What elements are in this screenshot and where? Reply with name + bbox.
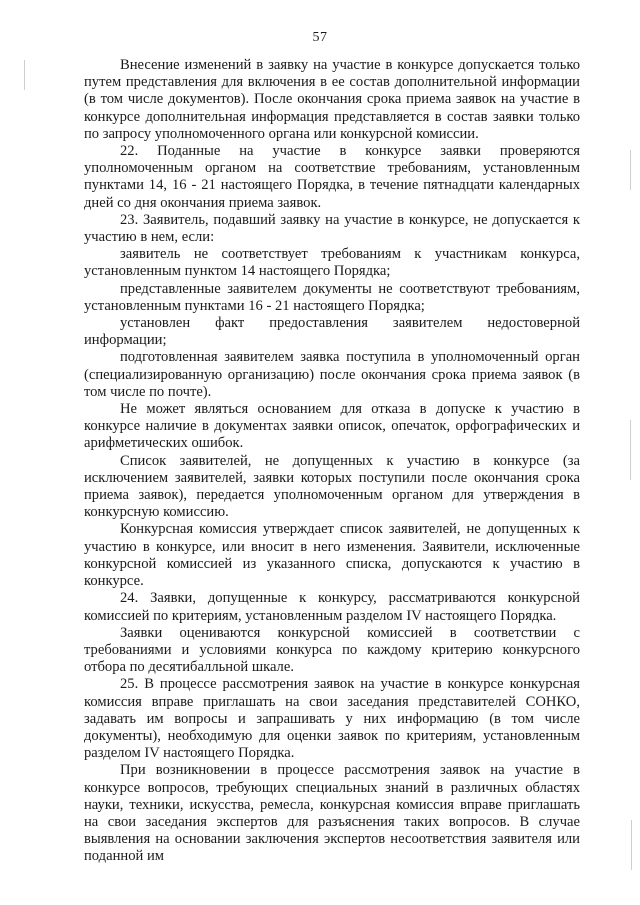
paragraph-rejected-list: Список заявителей, не допущенных к участию в конкурсе (за исключением заявителей, заявки которых поступили после окончания срока приема заявок), передается уполномоченным органом для утверждения в конкурсную комиссию. [84,452,580,521]
paragraph-item-23: 23. Заявитель, подавший заявку на участие в конкурсе, не допускается к участию в нем, если: [84,211,580,246]
paragraph-typos: Не может являться основанием для отказа в допуске к участию в конкурсе наличие в документах заявки описок, опечаток, орфографических и арифметических ошибок. [84,401,580,452]
paragraph-scoring: Заявки оцениваются конкурсной комиссией в соответствии с требованиями и условиями конкурса по каждому критерию конкурсного отбора по десятибалльной шкале. [84,624,580,676]
paragraph-condition-documents: представленные заявителем документы не соответствуют требованиям, установленным пунктами 16 - 21 настоящего Порядка; [84,280,580,314]
paragraph-commission-approval: Конкурсная комиссия утверждает список заявителей, не допущенных к участию в конкурсе, или вносит в него изменения. Заявители, исключенные конкурсной комиссией из указанного списка, допускаются к участию в конкурсе. [84,521,580,590]
scan-margin-mark [24,60,25,90]
paragraph-amendments: Внесение изменений в заявку на участие в конкурсе допускается только путем представления для включения в ее состав дополнительной информации (в том числе документов). После окончания срока приема заявок на участие в конкурсе дополнительная информация представляется в состав заявки только по запросу уполномоченного органа или конкурсной комиссии. [84,57,580,142]
page-number: 57 [312,30,328,45]
paragraph-item-25: 25. В процессе рассмотрения заявок на участие в конкурсе конкурсная комиссия вправе приглашать на свои заседания представителей СОНКО, задавать им вопросы и запрашивать у них информацию (в том числе документы), необходимую для оценки заявок по критериям, установленным разделом IV настоящего Порядка. [84,676,580,762]
paragraph-experts: При возникновении в процессе рассмотрения заявок на участие в конкурсе вопросов, требующих специальных знаний в различных областях науки, техники, искусства, ремесла, конкурсная комиссия вправе приглашать на свои заседания экспертов для разъяснения таких вопросов. В случае выявления на основании заключения экспертов несоответствия заявителя или поданной им [84,762,580,865]
document-body [84,57,580,866]
scan-margin-mark [631,820,632,870]
paragraph-item-22: 22. Поданные на участие в конкурсе заявки проверяются уполномоченным органом на соответствие требованиям, установленным пунктами 14, 16 - 21 настоящего Порядка, в течение пятнадцати календарных дней со дня окончания приема заявок. [84,143,580,211]
scan-margin-mark [630,150,631,190]
paragraph-condition-requirements: заявитель не соответствует требованиям к участникам конкурса, установленным пунктом 14 настоящего Порядка; [84,246,580,280]
paragraph-condition-false-info: установлен факт предоставления заявителем недостоверной информации; [84,315,580,349]
scan-margin-mark [630,420,631,480]
paragraph-item-24: 24. Заявки, допущенные к конкурсу, рассматриваются конкурсной комиссией по критериям, установленным разделом IV настоящего Порядка. [84,590,580,624]
paragraph-condition-late: подготовленная заявителем заявка поступила в уполномоченный орган (специализированную организацию) после окончания срока приема заявок (в том числе по почте). [84,349,580,400]
